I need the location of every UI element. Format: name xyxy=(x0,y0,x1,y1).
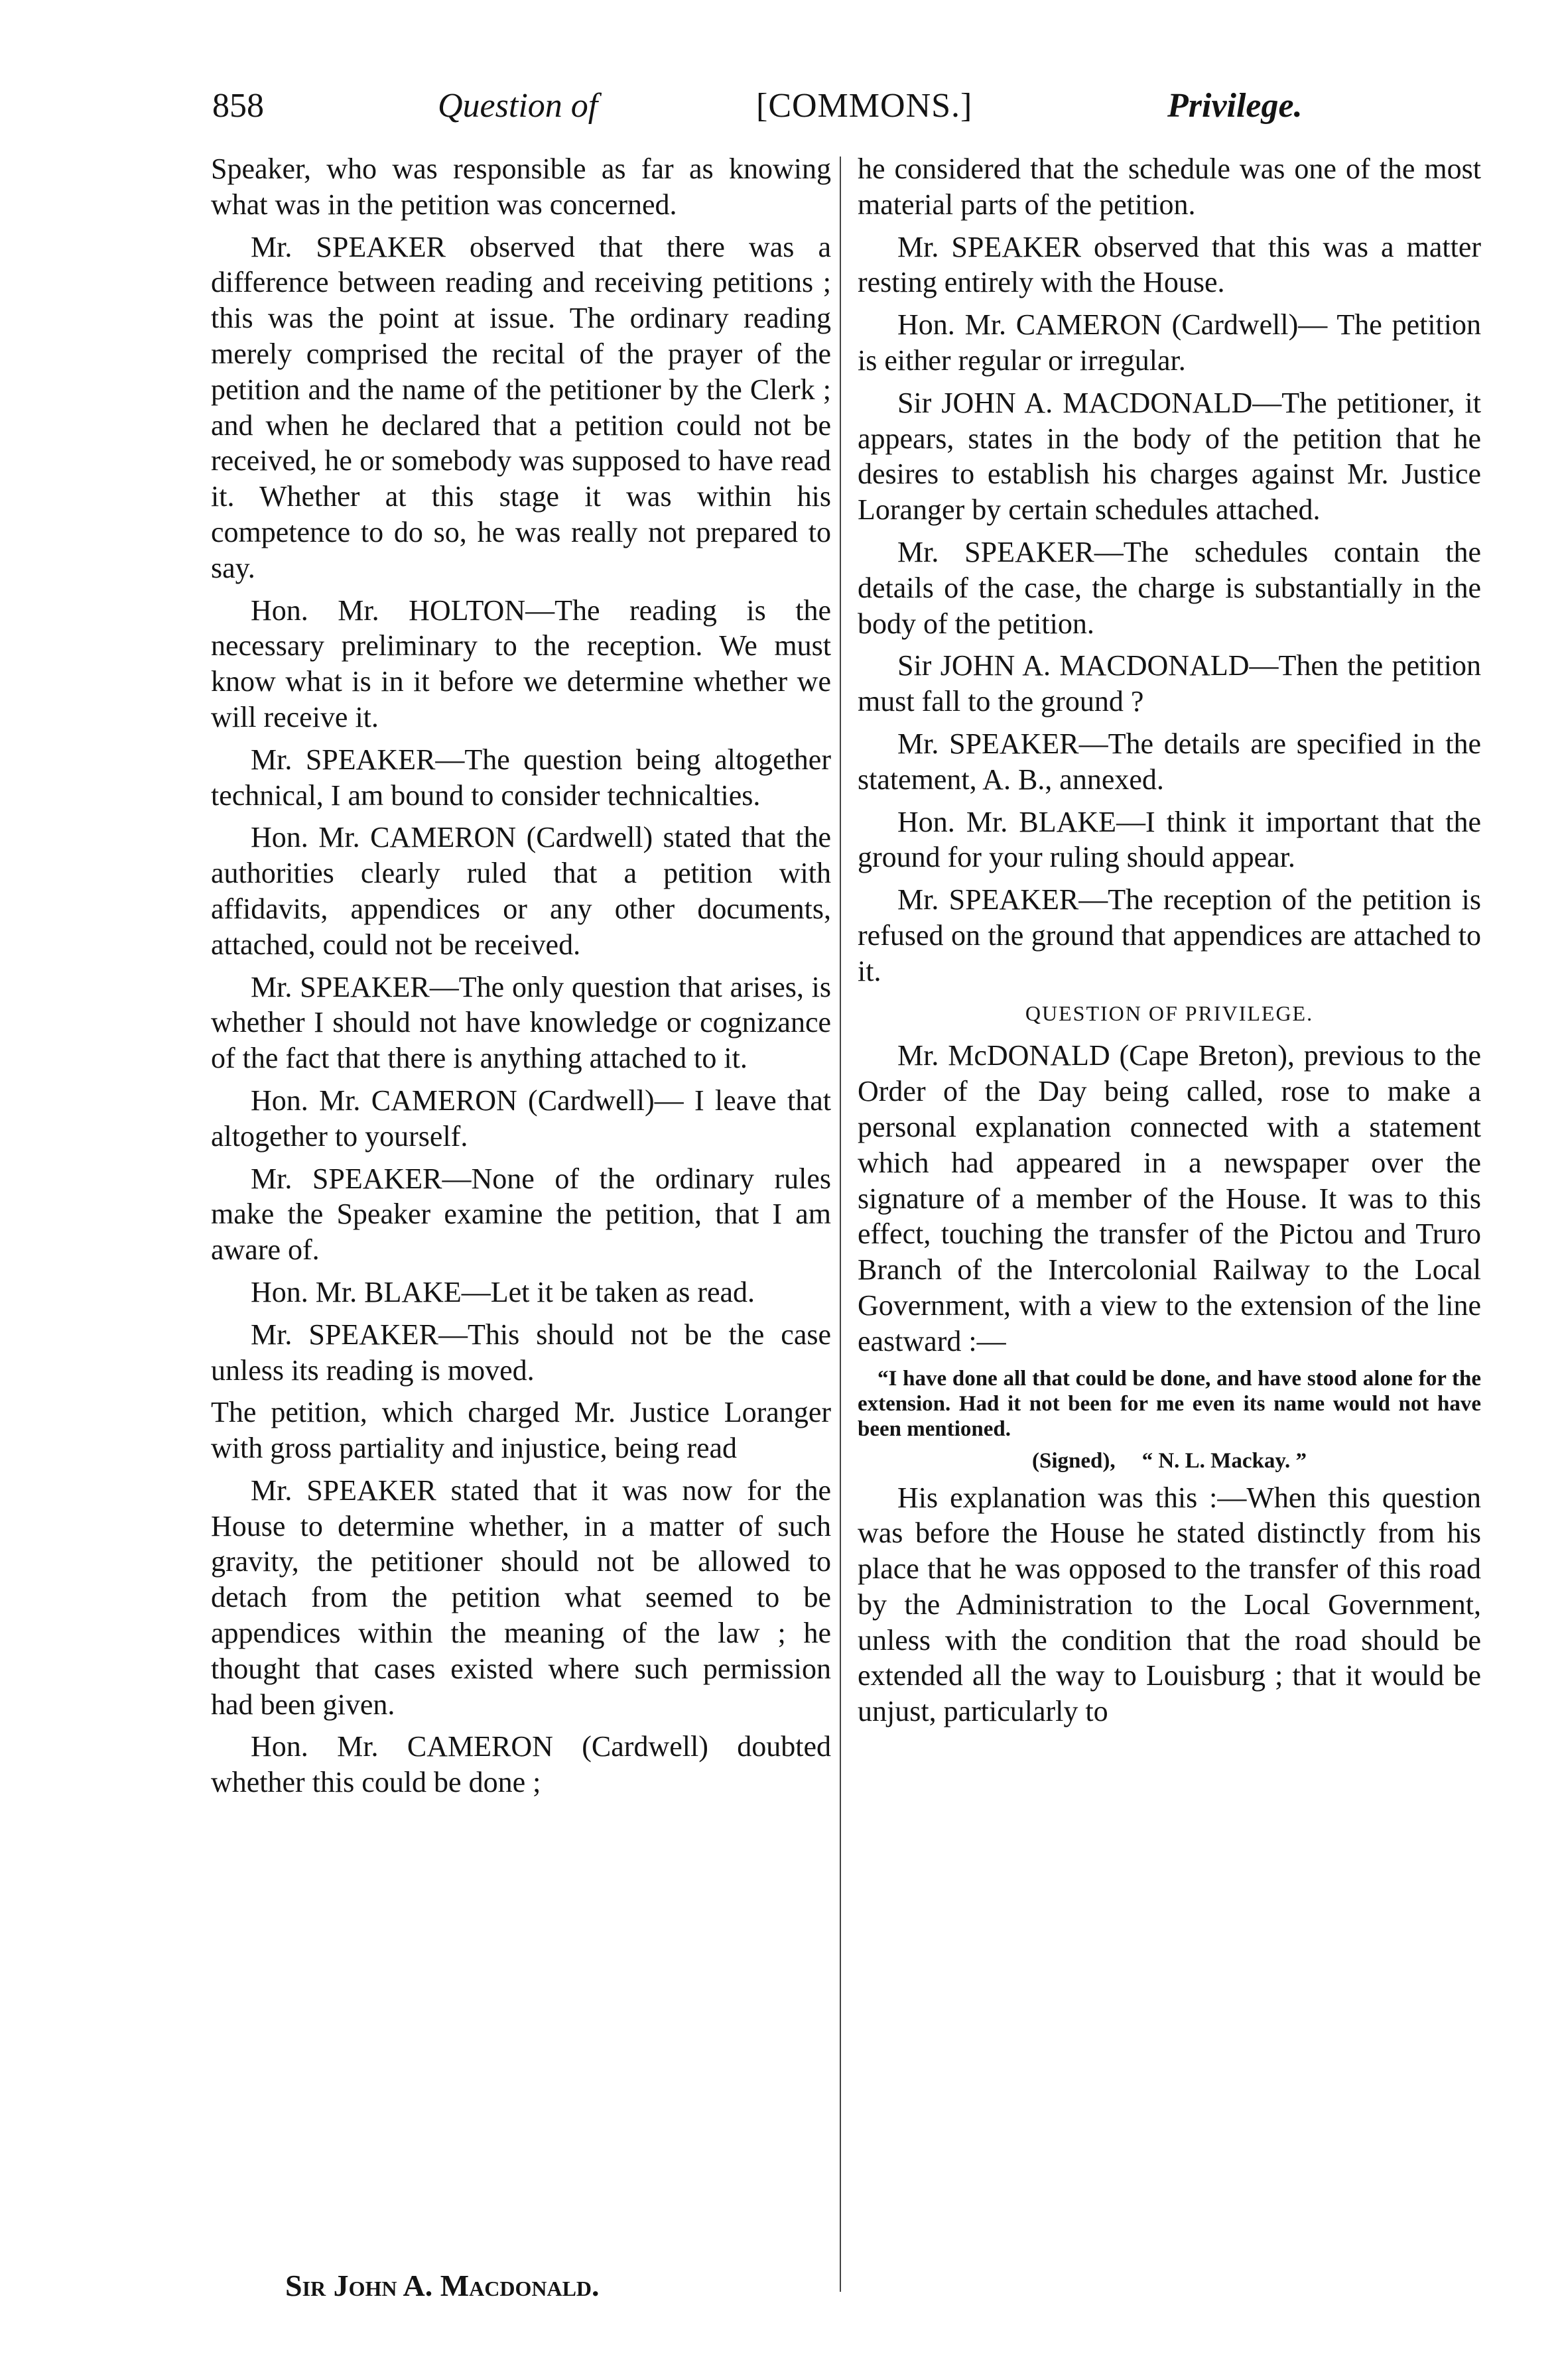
paragraph: Hon. Mr. BLAKE—Let it be taken as read. xyxy=(251,1275,755,1308)
paragraph: Mr. SPEAKER—The question being altogether technical, I am bound to consider technicalties. xyxy=(211,743,831,812)
paragraph: he considered that the schedule was one of the most material parts of the petition. xyxy=(858,153,1481,221)
paragraph: Mr. SPEAKER—The reception of the petition is refused on the ground that appendices are attached to it. xyxy=(858,883,1481,987)
paragraph: Hon. Mr. CAMERON (Cardwell)— I leave that altogether to yourself. xyxy=(211,1084,831,1153)
paragraph: Mr. SPEAKER—The schedules contain the details of the case, the charge is substantially in the body of the petition. xyxy=(858,535,1481,640)
paragraph: Speaker, who was responsible as far as knowing what was in the petition was concerned. xyxy=(211,153,831,221)
page-header xyxy=(212,86,1340,139)
signer-name: “ N. L. Mackay. ” xyxy=(1141,1448,1307,1473)
paragraph: Hon. Mr. HOLTON—The reading is the necessary preliminary to the reception. We must know what is in it before we determine whether we will receive it. xyxy=(211,594,831,733)
left-column xyxy=(211,151,831,1807)
paragraph: Mr. SPEAKER observed that there was a difference between reading and receiving petitions ; this was the point at issue. The ordinary reading merely comprised the recital of the prayer of the petition and the name of the petitioner by the Clerk ; and when he declared that a petition could not be received, he or somebody was supposed to have read it. Whether at this stage it was within his competence to do so, he was really not prepared to say. xyxy=(211,230,831,584)
paragraph: Mr. SPEAKER—The details are specified in the statement, A. B., annexed. xyxy=(858,727,1481,796)
signed-label: (Signed), xyxy=(1031,1448,1116,1473)
paragraph: The petition, which charged Mr. Justice Loranger with gross partiality and injustice, being read xyxy=(211,1396,831,1465)
paragraph: Mr. SPEAKER observed that this was a matter resting entirely with the House. xyxy=(858,230,1481,299)
page-number: 858 xyxy=(212,87,264,125)
paragraph: Mr. SPEAKER—None of the ordinary rules make the Speaker examine the petition, that I am aware of. xyxy=(211,1162,831,1267)
quoted-statement: “I have done all that could be done, and have stood alone for the extension. Had it not been for me even its name would not have been mentioned. xyxy=(858,1366,1481,1441)
running-head-right: Privilege. xyxy=(1167,87,1303,125)
quote-signature xyxy=(858,1448,1481,1473)
paragraph: Hon. Mr. CAMERON (Cardwell)— The petition is either regular or irregular. xyxy=(858,308,1481,377)
paragraph: Mr. SPEAKER—The only question that arises, is whether I should not have knowledge or cognizance of the fact that there is anything attached to it. xyxy=(211,970,831,1075)
column-divider xyxy=(840,157,841,2292)
running-head-left: Question of xyxy=(438,87,598,125)
paragraph: Sir JOHN A. MACDONALD—The petitioner, it appears, states in the body of the petition that he desires to establish his charges against Mr. Justice Loranger by certain schedules attached. xyxy=(858,386,1481,527)
catchword: Sir John A. Macdonald. xyxy=(285,2269,600,2302)
paragraph: Mr. SPEAKER stated that it was now for the House to determine whether, in a matter of such gravity, the petitioner should not be allowed to detach from the petition what seemed to be appendices within the meaning of the law ; he thought that cases existed where such permission had been given. xyxy=(211,1473,831,1721)
section-heading: QUESTION OF PRIVILEGE. xyxy=(1025,1001,1314,1025)
paragraph: Mr. SPEAKER—This should not be the case unless its reading is moved. xyxy=(211,1318,831,1387)
paragraph: His explanation was this :—When this question was before the House he stated distinctly from his place that he was opposed to the transfer of this road by the Administration to the Local Government, unless with the condition that the road should be extended all the way to Louisburg ; that it would be unjust, particularly to xyxy=(858,1481,1481,1728)
paragraph: Sir JOHN A. MACDONALD—Then the petition must fall to the ground ? xyxy=(858,649,1481,718)
paragraph: Hon. Mr. BLAKE—I think it important that the ground for your ruling should appear. xyxy=(858,805,1481,874)
paragraph: Hon. Mr. CAMERON (Cardwell) stated that the authorities clearly ruled that a petition with affidavits, appendices or any other documents, attached, could not be received. xyxy=(211,821,831,961)
right-column xyxy=(858,151,1481,1736)
paragraph: Mr. McDONALD (Cape Breton), previous to the Order of the Day being called, rose to make a personal explanation connected with a statement which had appeared in a newspaper over the signature of a member of the House. It was to this effect, touching the transfer of the Pictou and Truro Branch of the Intercolonial Railway to the Local Government, with a view to the extension of the line eastward :— xyxy=(858,1039,1481,1357)
running-head-center: [COMMONS.] xyxy=(756,87,973,125)
paragraph: Hon. Mr. CAMERON (Cardwell) doubted whether this could be done ; xyxy=(211,1730,831,1799)
